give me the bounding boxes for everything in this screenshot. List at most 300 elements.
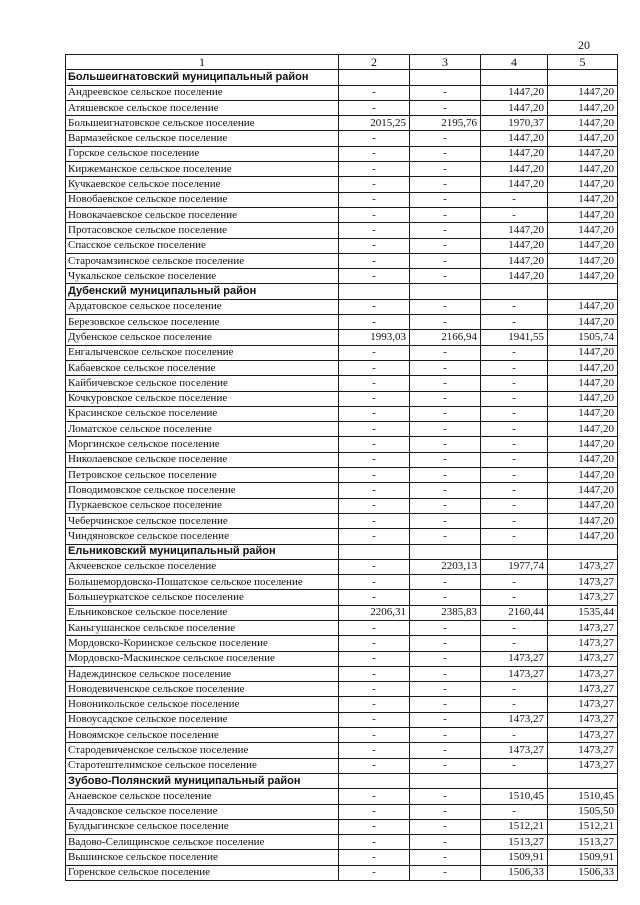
settlement-name: Вышинское сельское поселение xyxy=(66,850,339,865)
value-col-4: - xyxy=(481,376,548,391)
settlement-name: Ломатское сельское поселение xyxy=(66,422,339,437)
value-col-5: 1535,44 xyxy=(548,605,618,620)
settlement-name: Большемордовско-Пошатское сельское поселение xyxy=(66,575,339,590)
value-col-4: 2160,44 xyxy=(481,605,548,620)
value-col-2: - xyxy=(339,376,410,391)
value-col-3: - xyxy=(410,269,481,284)
value-col-2: - xyxy=(339,651,410,666)
value-col-2: - xyxy=(339,345,410,360)
district-row xyxy=(66,70,618,85)
value-col-2: - xyxy=(339,697,410,712)
value-col-3: - xyxy=(410,468,481,483)
value-col-5: 1447,20 xyxy=(548,223,618,238)
settlement-name: Новоусадское сельское поселение xyxy=(66,712,339,727)
empty-cell xyxy=(339,284,410,299)
value-col-5: 1447,20 xyxy=(548,422,618,437)
empty-cell xyxy=(410,70,481,85)
value-col-5: 1447,20 xyxy=(548,483,618,498)
value-col-5: 1447,20 xyxy=(548,85,618,100)
value-col-2: - xyxy=(339,192,410,207)
settlement-name: Чукальское сельское поселение xyxy=(66,269,339,284)
value-col-5: 1447,20 xyxy=(548,498,618,513)
table-row xyxy=(66,835,618,850)
value-col-3: - xyxy=(410,437,481,452)
column-header-2: 2 xyxy=(339,55,410,70)
value-col-2: - xyxy=(339,498,410,513)
value-col-2: - xyxy=(339,529,410,544)
value-col-2: - xyxy=(339,238,410,253)
value-col-4: - xyxy=(481,590,548,605)
value-col-2: - xyxy=(339,513,410,528)
value-col-3: 2166,94 xyxy=(410,330,481,345)
value-col-4: - xyxy=(481,728,548,743)
value-col-4: - xyxy=(481,391,548,406)
value-col-4: 1447,20 xyxy=(481,131,548,146)
value-col-2: - xyxy=(339,406,410,421)
settlement-name: Булдыгинское сельское поселение xyxy=(66,819,339,834)
empty-cell xyxy=(548,284,618,299)
value-col-4: 1473,27 xyxy=(481,712,548,727)
value-col-4: - xyxy=(481,452,548,467)
header-row xyxy=(66,55,618,70)
value-col-2: 2015,25 xyxy=(339,116,410,131)
value-col-4: 1447,20 xyxy=(481,223,548,238)
value-col-5: 1447,20 xyxy=(548,299,618,314)
value-col-3: - xyxy=(410,575,481,590)
value-col-2: - xyxy=(339,299,410,314)
value-col-5: 1447,20 xyxy=(548,529,618,544)
district-name: Ельниковский муниципальный район xyxy=(66,544,339,559)
value-col-5: 1447,20 xyxy=(548,100,618,115)
value-col-3: - xyxy=(410,315,481,330)
value-col-4: 1509,91 xyxy=(481,850,548,865)
empty-cell xyxy=(481,70,548,85)
value-col-2: - xyxy=(339,223,410,238)
table-row xyxy=(66,100,618,115)
settlement-name: Стародевиченское сельское поселение xyxy=(66,743,339,758)
value-col-2: - xyxy=(339,85,410,100)
value-col-2: - xyxy=(339,636,410,651)
settlement-name: Николаевское сельское поселение xyxy=(66,452,339,467)
value-col-2: - xyxy=(339,207,410,222)
value-col-3: - xyxy=(410,835,481,850)
value-col-5: 1473,27 xyxy=(548,712,618,727)
table-row xyxy=(66,559,618,574)
value-col-4: - xyxy=(481,697,548,712)
value-col-5: 1473,27 xyxy=(548,728,618,743)
table-row xyxy=(66,299,618,314)
table-row xyxy=(66,575,618,590)
value-col-5: 1510,45 xyxy=(548,789,618,804)
value-col-3: - xyxy=(410,590,481,605)
column-header-5: 5 xyxy=(548,55,618,70)
value-col-2: - xyxy=(339,682,410,697)
value-col-2: - xyxy=(339,131,410,146)
value-col-5: 1447,20 xyxy=(548,131,618,146)
value-col-5: 1447,20 xyxy=(548,315,618,330)
value-col-4: - xyxy=(481,360,548,375)
value-col-2: - xyxy=(339,850,410,865)
table-row xyxy=(66,177,618,192)
value-col-3: - xyxy=(410,804,481,819)
value-col-3: - xyxy=(410,666,481,681)
value-col-3: - xyxy=(410,452,481,467)
settlement-name: Андреевское сельское поселение xyxy=(66,85,339,100)
value-col-4: 1512,21 xyxy=(481,819,548,834)
value-col-4: - xyxy=(481,498,548,513)
settlement-name: Акчеевское сельское поселение xyxy=(66,559,339,574)
value-col-5: 1447,20 xyxy=(548,192,618,207)
value-col-4: 1941,55 xyxy=(481,330,548,345)
value-col-3: - xyxy=(410,682,481,697)
value-col-5: 1473,27 xyxy=(548,666,618,681)
value-col-3: 2203,13 xyxy=(410,559,481,574)
value-col-2: - xyxy=(339,758,410,773)
value-col-5: 1473,27 xyxy=(548,651,618,666)
value-col-3: - xyxy=(410,728,481,743)
value-col-4: - xyxy=(481,468,548,483)
value-col-3: - xyxy=(410,192,481,207)
value-col-3: - xyxy=(410,620,481,635)
table-row xyxy=(66,162,618,177)
empty-cell xyxy=(548,70,618,85)
table-row xyxy=(66,498,618,513)
table-row xyxy=(66,651,618,666)
value-col-4: - xyxy=(481,483,548,498)
value-col-3: - xyxy=(410,238,481,253)
value-col-3: - xyxy=(410,146,481,161)
value-col-3: - xyxy=(410,865,481,880)
value-col-5: 1473,27 xyxy=(548,758,618,773)
value-col-2: - xyxy=(339,100,410,115)
value-col-4: - xyxy=(481,299,548,314)
district-row xyxy=(66,773,618,788)
value-col-5: 1447,20 xyxy=(548,238,618,253)
value-col-4: 1510,45 xyxy=(481,789,548,804)
value-col-3: - xyxy=(410,636,481,651)
table-row xyxy=(66,391,618,406)
value-col-2: - xyxy=(339,620,410,635)
table-row xyxy=(66,636,618,651)
value-col-2: - xyxy=(339,666,410,681)
settlement-name: Новокачаевское сельское поселение xyxy=(66,207,339,222)
value-col-2: - xyxy=(339,483,410,498)
value-col-3: - xyxy=(410,360,481,375)
empty-cell xyxy=(339,544,410,559)
value-col-3: - xyxy=(410,391,481,406)
value-col-2: - xyxy=(339,315,410,330)
settlement-name: Чиндяновское сельское поселение xyxy=(66,529,339,544)
settlement-name: Старочамзинское сельское поселение xyxy=(66,253,339,268)
settlement-name: Ельниковское сельское поселение xyxy=(66,605,339,620)
district-name: Большеигнатовский муниципальный район xyxy=(66,70,339,85)
district-name: Зубово-Полянский муниципальный район xyxy=(66,773,339,788)
value-col-4: - xyxy=(481,437,548,452)
value-col-2: - xyxy=(339,559,410,574)
value-col-3: 2195,76 xyxy=(410,116,481,131)
settlement-name: Поводимовское сельское поселение xyxy=(66,483,339,498)
table-row xyxy=(66,192,618,207)
value-col-5: 1473,27 xyxy=(548,636,618,651)
district-name: Дубенский муниципальный район xyxy=(66,284,339,299)
value-col-2: - xyxy=(339,253,410,268)
value-col-5: 1447,20 xyxy=(548,452,618,467)
value-col-3: - xyxy=(410,758,481,773)
value-col-4: - xyxy=(481,636,548,651)
value-col-3: - xyxy=(410,850,481,865)
settlement-name: Дубенское сельское поселение xyxy=(66,330,339,345)
value-col-4: - xyxy=(481,513,548,528)
column-header-1: 1 xyxy=(66,55,339,70)
table-row xyxy=(66,865,618,880)
value-col-5: 1505,50 xyxy=(548,804,618,819)
table-row xyxy=(66,483,618,498)
value-col-5: 1473,27 xyxy=(548,559,618,574)
value-col-5: 1447,20 xyxy=(548,513,618,528)
column-header-4: 4 xyxy=(481,55,548,70)
value-col-2: 1993,03 xyxy=(339,330,410,345)
table-row xyxy=(66,376,618,391)
settlement-name: Вадово-Селищинское сельское поселение xyxy=(66,835,339,850)
table-row xyxy=(66,131,618,146)
value-col-4: - xyxy=(481,758,548,773)
value-col-4: - xyxy=(481,682,548,697)
table-row xyxy=(66,360,618,375)
page-number: 20 xyxy=(578,38,590,52)
value-col-2: - xyxy=(339,437,410,452)
value-col-3: - xyxy=(410,483,481,498)
value-col-4: 1473,27 xyxy=(481,666,548,681)
settlement-name: Надеждинское сельское поселение xyxy=(66,666,339,681)
table-row xyxy=(66,513,618,528)
value-col-3: - xyxy=(410,819,481,834)
value-col-4: - xyxy=(481,207,548,222)
value-col-3: - xyxy=(410,712,481,727)
settlement-name: Березовское сельское поселение xyxy=(66,315,339,330)
table-row xyxy=(66,804,618,819)
value-col-3: - xyxy=(410,253,481,268)
value-col-2: - xyxy=(339,452,410,467)
table-row xyxy=(66,345,618,360)
value-col-2: - xyxy=(339,590,410,605)
settlement-name: Анаевское сельское поселение xyxy=(66,789,339,804)
value-col-2: 2206,31 xyxy=(339,605,410,620)
empty-cell xyxy=(410,284,481,299)
table-row xyxy=(66,620,618,635)
value-col-3: - xyxy=(410,651,481,666)
settlement-name: Мордовско-Маскинское сельское поселение xyxy=(66,651,339,666)
empty-cell xyxy=(481,544,548,559)
district-row xyxy=(66,284,618,299)
value-col-3: - xyxy=(410,406,481,421)
settlement-name: Старотештелимское сельское поселение xyxy=(66,758,339,773)
empty-cell xyxy=(410,544,481,559)
empty-cell xyxy=(339,70,410,85)
value-col-3: - xyxy=(410,789,481,804)
settlement-name: Кучкаевское сельское поселение xyxy=(66,177,339,192)
value-col-3: 2385,83 xyxy=(410,605,481,620)
value-col-3: - xyxy=(410,162,481,177)
value-col-5: 1513,27 xyxy=(548,835,618,850)
value-col-4: - xyxy=(481,422,548,437)
value-col-5: 1473,27 xyxy=(548,575,618,590)
value-col-5: 1473,27 xyxy=(548,590,618,605)
column-header-3: 3 xyxy=(410,55,481,70)
value-col-4: 1970,37 xyxy=(481,116,548,131)
value-col-2: - xyxy=(339,743,410,758)
value-col-3: - xyxy=(410,422,481,437)
value-col-5: 1506,33 xyxy=(548,865,618,880)
table-row xyxy=(66,116,618,131)
value-col-3: - xyxy=(410,743,481,758)
value-col-2: - xyxy=(339,728,410,743)
value-col-5: 1447,20 xyxy=(548,116,618,131)
value-col-4: 1447,20 xyxy=(481,146,548,161)
value-col-4: - xyxy=(481,192,548,207)
table-body xyxy=(66,70,618,881)
value-col-2: - xyxy=(339,804,410,819)
settlement-name: Мордовско-Коринское сельское поселение xyxy=(66,636,339,651)
value-col-2: - xyxy=(339,360,410,375)
value-col-4: - xyxy=(481,406,548,421)
value-col-4: 1447,20 xyxy=(481,177,548,192)
value-col-3: - xyxy=(410,131,481,146)
settlement-name: Новоникольское сельское поселение xyxy=(66,697,339,712)
value-col-3: - xyxy=(410,697,481,712)
value-col-5: 1447,20 xyxy=(548,177,618,192)
table-row xyxy=(66,223,618,238)
value-col-5: 1473,27 xyxy=(548,620,618,635)
value-col-2: - xyxy=(339,819,410,834)
value-col-2: - xyxy=(339,146,410,161)
table-row xyxy=(66,590,618,605)
value-col-5: 1447,20 xyxy=(548,406,618,421)
value-col-3: - xyxy=(410,498,481,513)
value-col-5: 1447,20 xyxy=(548,391,618,406)
value-col-5: 1447,20 xyxy=(548,437,618,452)
value-col-4: 1447,20 xyxy=(481,162,548,177)
settlement-name: Енгалычевское сельское поселение xyxy=(66,345,339,360)
empty-cell xyxy=(548,544,618,559)
table-row xyxy=(66,269,618,284)
table-row xyxy=(66,697,618,712)
settlement-name: Кайбичевское сельское поселение xyxy=(66,376,339,391)
table-row xyxy=(66,758,618,773)
empty-cell xyxy=(548,773,618,788)
settlement-name: Горское сельское поселение xyxy=(66,146,339,161)
value-col-5: 1473,27 xyxy=(548,743,618,758)
value-col-5: 1473,27 xyxy=(548,697,618,712)
table-row xyxy=(66,666,618,681)
value-col-4: - xyxy=(481,315,548,330)
settlement-name: Вармазейское сельское поселение xyxy=(66,131,339,146)
settlement-name: Новоямское сельское поселение xyxy=(66,728,339,743)
value-col-3: - xyxy=(410,376,481,391)
settlement-name: Петровское сельское поселение xyxy=(66,468,339,483)
empty-cell xyxy=(410,773,481,788)
settlement-name: Каньгушанское сельское поселение xyxy=(66,620,339,635)
table-row xyxy=(66,468,618,483)
value-col-5: 1447,20 xyxy=(548,269,618,284)
value-col-2: - xyxy=(339,865,410,880)
value-col-2: - xyxy=(339,269,410,284)
value-col-5: 1447,20 xyxy=(548,253,618,268)
value-col-4: - xyxy=(481,529,548,544)
value-col-2: - xyxy=(339,712,410,727)
table-row xyxy=(66,743,618,758)
empty-cell xyxy=(481,773,548,788)
value-col-4: 1977,74 xyxy=(481,559,548,574)
value-col-5: 1447,20 xyxy=(548,345,618,360)
settlement-name: Кабаевское сельское поселение xyxy=(66,360,339,375)
settlement-name: Горенское сельское поселение xyxy=(66,865,339,880)
table-row xyxy=(66,253,618,268)
value-col-5: 1505,74 xyxy=(548,330,618,345)
table-row xyxy=(66,789,618,804)
settlement-name: Большеигнатовское сельское поселение xyxy=(66,116,339,131)
value-col-2: - xyxy=(339,422,410,437)
value-col-3: - xyxy=(410,177,481,192)
value-col-4: 1447,20 xyxy=(481,269,548,284)
table-row xyxy=(66,850,618,865)
value-col-4: 1473,27 xyxy=(481,743,548,758)
table-row xyxy=(66,146,618,161)
value-col-5: 1447,20 xyxy=(548,468,618,483)
table-row xyxy=(66,682,618,697)
table-row xyxy=(66,605,618,620)
table-row xyxy=(66,712,618,727)
table-row xyxy=(66,728,618,743)
empty-cell xyxy=(481,284,548,299)
settlement-name: Новобаевское сельское поселение xyxy=(66,192,339,207)
value-col-5: 1447,20 xyxy=(548,162,618,177)
value-col-4: 1447,20 xyxy=(481,100,548,115)
empty-cell xyxy=(339,773,410,788)
value-col-2: - xyxy=(339,391,410,406)
value-col-4: - xyxy=(481,345,548,360)
district-row xyxy=(66,544,618,559)
value-col-4: - xyxy=(481,620,548,635)
value-col-2: - xyxy=(339,835,410,850)
value-col-3: - xyxy=(410,207,481,222)
value-col-2: - xyxy=(339,789,410,804)
table-row xyxy=(66,452,618,467)
value-col-4: 1447,20 xyxy=(481,253,548,268)
settlement-name: Чеберчинское сельское поселение xyxy=(66,513,339,528)
value-col-3: - xyxy=(410,345,481,360)
value-col-5: 1447,20 xyxy=(548,146,618,161)
value-col-4: - xyxy=(481,804,548,819)
table-row xyxy=(66,330,618,345)
table-row xyxy=(66,85,618,100)
table-row xyxy=(66,238,618,253)
value-col-5: 1447,20 xyxy=(548,360,618,375)
settlement-name: Новодевиченское сельское поселение xyxy=(66,682,339,697)
value-col-4: 1473,27 xyxy=(481,651,548,666)
tariff-table xyxy=(65,54,618,881)
value-col-4: 1447,20 xyxy=(481,85,548,100)
table-row xyxy=(66,207,618,222)
settlement-name: Ардатовское сельское поселение xyxy=(66,299,339,314)
value-col-4: - xyxy=(481,575,548,590)
table-row xyxy=(66,819,618,834)
value-col-4: 1447,20 xyxy=(481,238,548,253)
value-col-2: - xyxy=(339,575,410,590)
value-col-5: 1473,27 xyxy=(548,682,618,697)
value-col-2: - xyxy=(339,162,410,177)
value-col-3: - xyxy=(410,529,481,544)
settlement-name: Спасское сельское поселение xyxy=(66,238,339,253)
